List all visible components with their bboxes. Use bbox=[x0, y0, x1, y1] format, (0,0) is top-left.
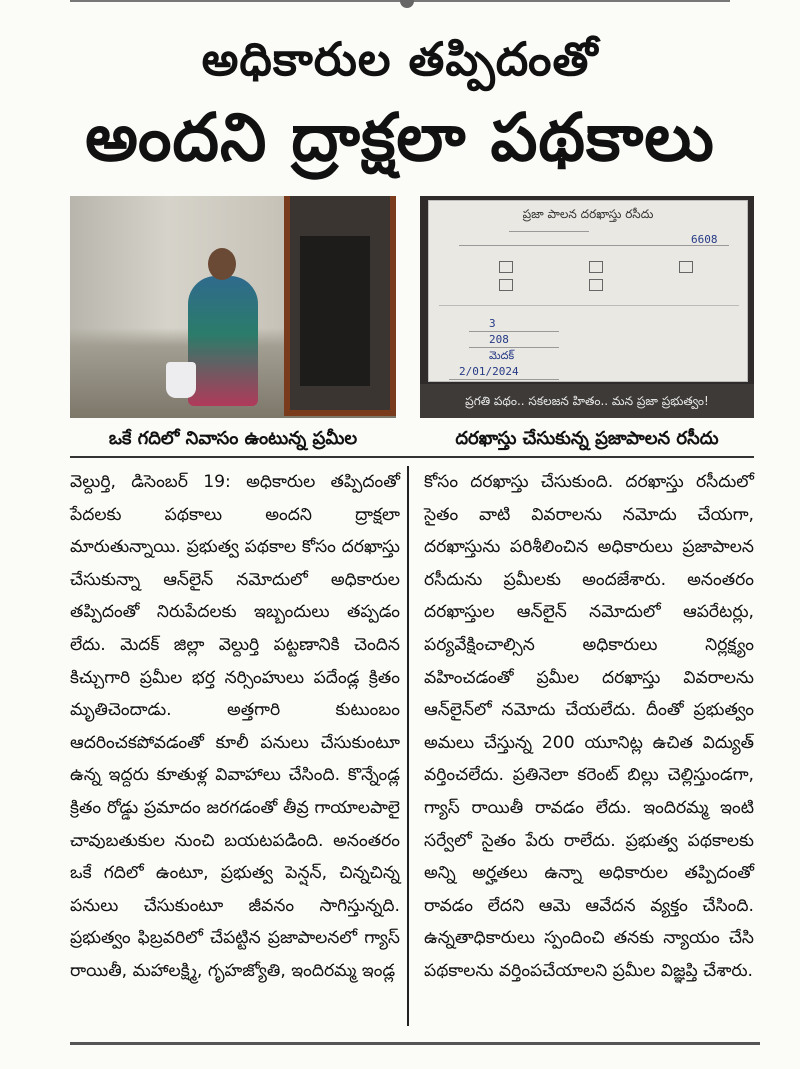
bottom-rule bbox=[70, 1042, 760, 1045]
receipt-district: మెదక్ bbox=[489, 349, 515, 362]
woman-at-door-photo bbox=[70, 196, 396, 418]
article-right-text: కోసం దరఖాస్తు చేసుకుంది. దరఖాస్తు రసీదులో సైతం వాటి వివరాలను నమోదు చేయగా, దరఖాస్తును పరిశీలించిన అధికారులు ప్రజాపాలన రసీదును ప్రమీలకు అందజేశారు. అనంతరం దరఖాస్తుల ఆన్‌లైన్ నమోదులో ఆపరేటర్లు, పర్యవేక్షించాల్సిన అధికారులు నిర్లక్ష్యం వహించడంతో ప్రమీల దరఖాస్తు వివరాలను ఆన్‌లైన్‌లో నమోదు చేయలేదు. దీంతో ప్రభుత్వం అమలు చేస్తున్న 200 యూనిట్ల ఉచిత విద్యుత్ వర్తించలేదు. ప్రతినెలా కరెంట్ బిల్లు చెల్లిస్తుండగా, గ్యాస్ రాయితీ రావడం లేదు. ఇందిరమ్మ ఇంటి సర్వేలో సైతం పేరు రాలేదు. ప్రభుత్వ పథకాలకు అన్ని అర్హతలు ఉన్నా అధికారుల తప్పిదంతో రావడం లేదని ఆమె ఆవేదన వ్యక్తం చేసింది. ఉన్నతాధికారులు స్పందించి తనకు న్యాయం చేసి పథకాలను వర్తింపచేయాలని ప్రమీల విజ్ఞప్తి చేశారు. bbox=[424, 472, 754, 981]
receipt-checkbox bbox=[589, 279, 603, 291]
doorway-interior bbox=[300, 236, 370, 386]
receipt-photo bbox=[420, 196, 754, 418]
receipt-line bbox=[509, 231, 589, 232]
receipt-number: 6608 bbox=[691, 233, 718, 246]
receipt-title: ప్రజా పాలన దరఖాస్తు రసీదు bbox=[522, 207, 654, 221]
receipt-checkbox bbox=[499, 279, 513, 291]
receipt-line bbox=[449, 379, 559, 380]
receipt-line bbox=[459, 245, 729, 246]
headline-line-1: అధికారుల తప్పిదంతో bbox=[201, 32, 599, 86]
bucket bbox=[166, 362, 196, 398]
receipt-field-3: 3 bbox=[489, 317, 496, 330]
receipt-checkbox bbox=[679, 261, 693, 273]
article-column-left bbox=[70, 466, 400, 988]
receipt-paper bbox=[428, 200, 748, 382]
receipt-checkbox bbox=[499, 261, 513, 273]
woman-head bbox=[208, 248, 236, 280]
caption-rule bbox=[70, 456, 754, 458]
receipt-date: 2/01/2024 bbox=[459, 365, 519, 378]
right-photo-caption: దరఖాస్తు చేసుకున్న ప్రజాపాలన రసీదు bbox=[455, 428, 719, 449]
headline-line-2: అందని ద్రాక్షలా పథకాలు bbox=[85, 99, 715, 176]
receipt-checkbox bbox=[589, 261, 603, 273]
article-column-right bbox=[424, 466, 754, 988]
article-left-text: వెల్దుర్తి, డిసెంబర్ 19: అధికారుల తప్పిదంతో పేదలకు పథకాలు అందని ద్రాక్షలా మారుతున్నాయి. ప్రభుత్వ పథకాల కోసం దరఖాస్తు చేసుకున్నా ఆన్‌లైన్ నమోదులో అధికారుల తప్పిదంతో నిరుపేదలకు ఇబ్బందులు తప్పడం లేదు. మెదక్ జిల్లా వెల్దుర్తి పట్టణానికి చెందిన కిచ్చుగారి ప్రమీల భర్త నర్సింహులు పదేండ్ల క్రితం మృతిచెందాడు. అత్తగారి కుటుంబం ఆదరించకపోవడంతో కూలీ పనులు చేసుకుంటూ ఉన్న ఇద్దరు కూతుళ్ల వివాహాలు చేసింది. కొన్నేండ్ల క్రితం రోడ్డు ప్రమాదం జరగడంతో తీవ్ర గాయాలపాలై చావుబతుకుల నుంచి బయటపడింది. అనంతరం ఒకే గదిలో ఉంటూ, ప్రభుత్వ పెన్షన్, చిన్నచిన్న పనులు చేసుకుంటూ జీవనం సాగిస్తున్నది. ప్రభుత్వం ఫిబ్రవరిలో చేపట్టిన ప్రజాపాలనలో గ్యాస్ రాయితీ, మహాలక్ష్మి, గృహజ్యోతి, ఇందిరమ్మ ఇండ్ల bbox=[70, 472, 400, 981]
receipt-divider bbox=[439, 305, 739, 306]
receipt-footer: ప్రగతి పథం.. సకలజన హితం.. మన ప్రజా ప్రభుత్వం! bbox=[420, 384, 754, 418]
top-dot bbox=[400, 0, 414, 8]
column-divider bbox=[407, 466, 409, 1026]
doorway bbox=[284, 196, 396, 416]
receipt-field-208: 208 bbox=[489, 333, 509, 346]
receipt-line bbox=[469, 347, 559, 348]
woman-figure bbox=[188, 276, 258, 406]
left-photo-caption: ఒకే గదిలో నివాసం ఉంటున్న ప్రమీల bbox=[108, 428, 358, 449]
receipt-line bbox=[469, 331, 559, 332]
